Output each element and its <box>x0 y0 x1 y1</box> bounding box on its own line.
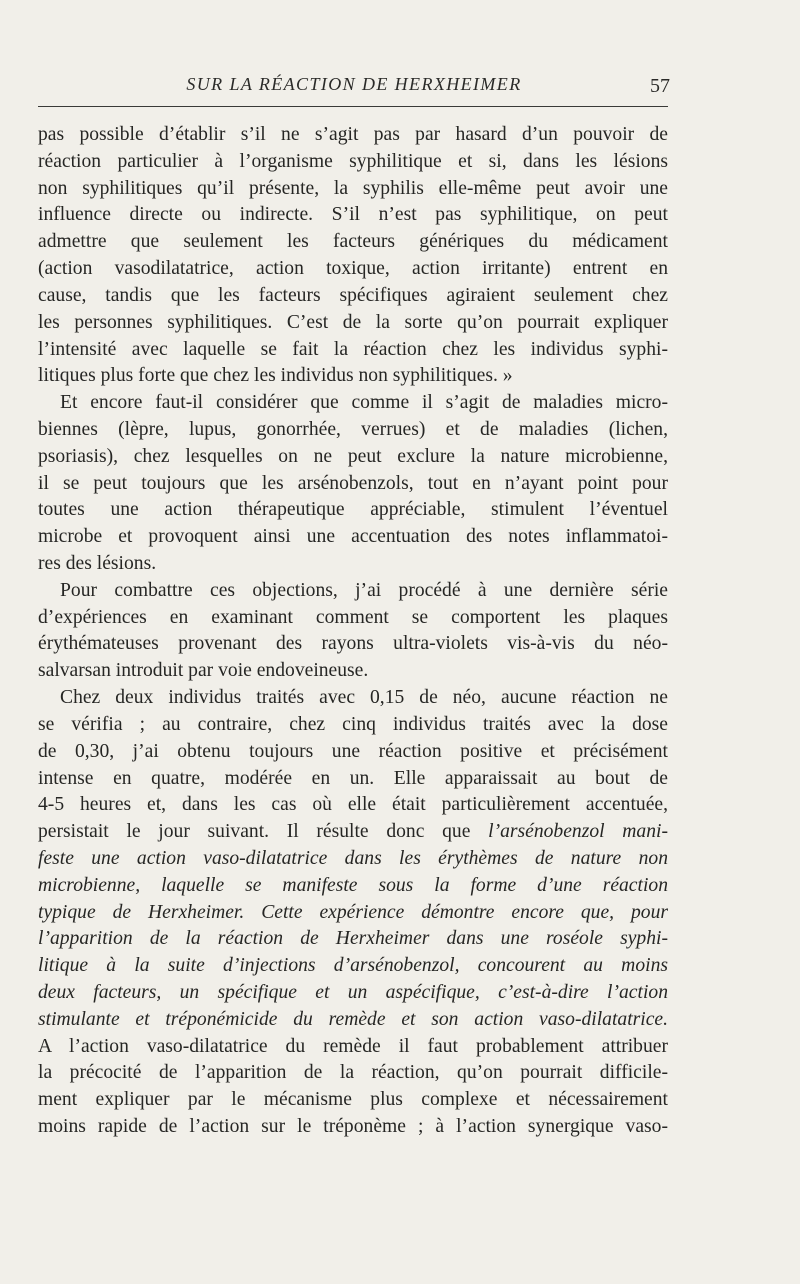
text-line: l’intensité avec laquelle se fait la réaction chez les individus syphi- <box>38 338 668 360</box>
text-line-italic: deux facteurs, un spécifique et un aspécifique, c’est-à-dire l’action <box>38 982 668 1003</box>
text-line-italic: feste une action vaso-dilatatrice dans les érythèmes de nature non <box>38 847 668 869</box>
text-line: psoriasis), chez lesquelles on ne peut exclure la nature microbienne, <box>38 445 668 467</box>
text-line-italic: litique à la suite d’injections d’arsénobenzol, concourent au moins <box>38 955 668 977</box>
text-line-mixed <box>38 819 668 846</box>
text-line: pas possible d’établir s’il ne s’agit pas par hasard d’un pouvoir de <box>38 124 668 145</box>
page-number: 57 <box>650 75 670 97</box>
text-line: Chez deux individus traités avec 0,15 de néo, aucune réaction ne <box>60 687 668 709</box>
text-line: (action vasodilatatrice, action toxique, action irritante) entrent en <box>38 258 668 280</box>
text-line: la précocité de l’apparition de la réaction, qu’on pourrait difficile- <box>38 1062 668 1084</box>
text-line: de 0,30, j’ai obtenu toujours une réaction positive et précisément <box>38 740 668 762</box>
text-line: Pour combattre ces objections, j’ai procédé à une dernière série <box>60 579 668 601</box>
text-line: les personnes syphilitiques. C’est de la sorte qu’on pourrait expliquer <box>38 311 668 333</box>
text-line: salvarsan introduit par voie endoveineuse. <box>38 660 369 682</box>
text-line: il se peut toujours que les arsénobenzols, tout en n’ayant point pour <box>38 472 668 494</box>
text-line: 4-5 heures et, dans les cas où elle était particulièrement accentuée, <box>38 794 668 816</box>
text-line: ment expliquer par le mécanisme plus complexe et nécessairement <box>38 1089 668 1111</box>
running-title: SUR LA RÉACTION DE HERXHEIMER <box>186 74 522 94</box>
text-line: litiques plus forte que chez les individus non syphilitiques. » <box>38 365 513 387</box>
text-line: cause, tandis que les facteurs spécifiques agiraient seulement chez <box>38 284 668 306</box>
text-line: moins rapide de l’action sur le tréponème ; à l’action synergique vaso- <box>38 1116 668 1138</box>
text-line: Et encore faut-il considérer que comme il s’agit de maladies micro- <box>60 392 668 414</box>
text-line: non syphilitiques qu’il présente, la syphilis elle-même peut avoir une <box>38 177 668 199</box>
text-line: réaction particulier à l’organisme syphilitique et si, dans les lésions <box>38 150 668 172</box>
text-line: res des lésions. <box>38 553 157 574</box>
text-line: influence directe ou indirecte. S’il n’est pas syphilitique, on peut <box>38 204 668 226</box>
text-line: admettre que seulement les facteurs génériques du médicament <box>38 231 668 253</box>
body-text <box>38 122 668 1141</box>
text-line: toutes une action thérapeutique appréciable, stimulent l’éventuel <box>38 499 668 521</box>
running-head <box>38 74 670 104</box>
text-line: d’expériences en examinant comment se comportent les plaques <box>38 606 668 628</box>
text-line: érythémateuses provenant des rayons ultra-violets vis-à-vis du néo- <box>38 633 668 655</box>
text-line-italic-part: l’arsénobenzol mani- <box>488 821 668 843</box>
text-line: intense en quatre, modérée en un. Elle apparaissait au bout de <box>38 767 668 789</box>
text-line-italic: typique de Herxheimer. Cette expérience démontre encore que, pour <box>38 901 668 923</box>
text-line: se vérifia ; au contraire, chez cinq individus traités avec la dose <box>38 713 668 735</box>
text-line: A l’action vaso-dilatatrice du remède il faut probablement attribuer <box>38 1035 668 1057</box>
header-rule <box>38 106 668 107</box>
text-line: microbe et provoquent ainsi une accentuation des notes inflammatoi- <box>38 526 668 548</box>
text-line-italic: stimulante et tréponémicide du remède et son action vaso-dilatatrice. <box>38 1008 668 1030</box>
text-line-italic: microbienne, laquelle se manifeste sous la forme d’une réaction <box>38 874 668 896</box>
text-line-roman-part: persistait le jour suivant. Il résulte donc que <box>38 821 471 843</box>
text-line: biennes (lèpre, lupus, gonorrhée, verrues) et de maladies (lichen, <box>38 418 668 440</box>
text-line-italic: l’apparition de la réaction de Herxheimer dans une roséole syphi- <box>38 928 668 950</box>
